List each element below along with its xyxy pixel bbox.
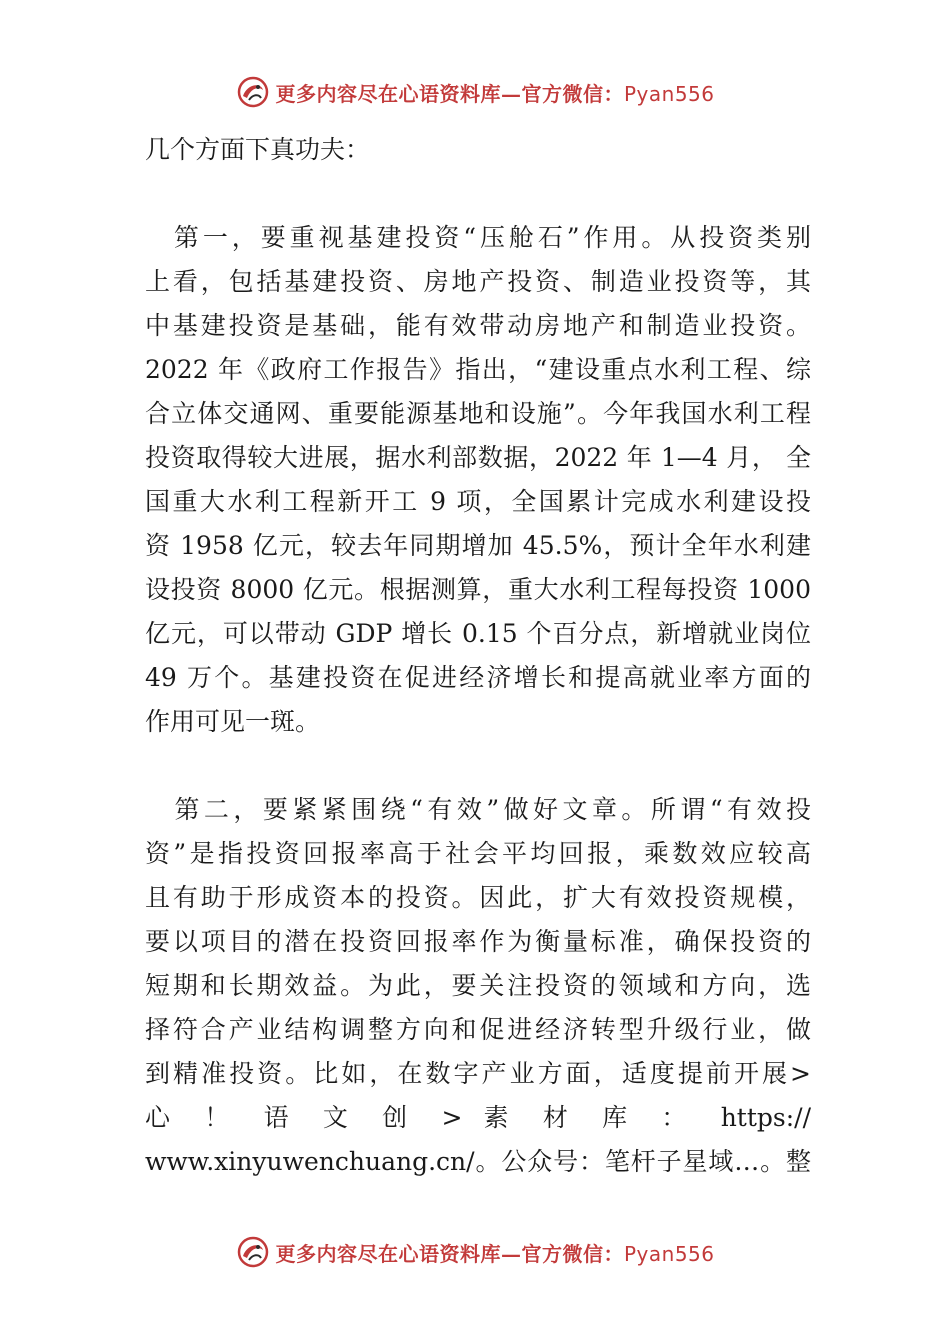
paragraph-line: 短期和长期效益。为此，要关注投资的领域和方向，选 [145, 971, 811, 1000]
header-banner-handle: Pyan556 [623, 81, 715, 106]
paragraph-line: 资 1958 亿元，较去年同期增加 45.5%，预计全年水利建 [145, 531, 811, 560]
paragraph-line: 设投资 8000 亿元。根据测算，重大水利工程每投资 1000 [145, 575, 811, 604]
paragraph-line: 心 ！ 语 文 创 > 素 材 库 ： https:// [145, 1103, 811, 1132]
paragraph-line: 亿元，可以带动 GDP 增长 0.15 个百分点，新增就业岗位 [145, 619, 811, 648]
paragraph-line: 2022 年《政府工作报告》指出，“建设重点水利工程、综 [145, 355, 811, 384]
swirl-logo-icon [235, 74, 271, 110]
paragraph-line: 49 万个。基建投资在促进经济增长和提高就业率方面的 [145, 663, 811, 692]
footer-banner [0, 1232, 950, 1272]
document-body [145, 128, 811, 1184]
paragraph-1 [145, 216, 811, 744]
paragraph-line: 要以项目的潜在投资回报率作为衡量标准，确保投资的 [145, 927, 811, 956]
intro-line: 几个方面下真功夫： [145, 135, 371, 164]
header-banner-text [275, 78, 714, 107]
paragraph-line: 合立体交通网、重要能源基地和设施”。今年我国水利工程 [145, 399, 811, 428]
paragraph-line: 择符合产业结构调整方向和促进经济转型升级行业，做 [145, 1015, 811, 1044]
paragraph-line: 且有助于形成资本的投资。因此，扩大有效投资规模， [145, 883, 811, 912]
swirl-logo-icon [235, 1234, 271, 1270]
paragraph-line: 第二，要紧紧围绕“有效”做好文章。所谓“有效投 [145, 795, 811, 824]
paragraph-line: 国重大水利工程新开工 9 项，全国累计完成水利建设投 [145, 487, 811, 516]
paragraph-line: 上看，包括基建投资、房地产投资、制造业投资等，其 [145, 267, 811, 296]
paragraph-line: 作用可见一斑。 [145, 707, 321, 736]
paragraph-line: 第一，要重视基建投资“压舱石”作用。从投资类别 [145, 223, 811, 252]
footer-banner-label: 更多内容尽在心语资料库—官方微信： [275, 1241, 624, 1266]
footer-banner-handle: Pyan556 [623, 1241, 715, 1266]
header-banner [0, 72, 950, 112]
paragraph-line: 到精准投资。比如，在数字产业方面，适度提前开展> [145, 1059, 811, 1088]
paragraph-line: 投资取得较大进展，据水利部数据，2022 年 1—4 月， 全 [145, 443, 811, 472]
header-banner-label: 更多内容尽在心语资料库—官方微信： [275, 81, 624, 106]
paragraph-line: www.xinyuwenchuang.cn/。公众号：笔杆子星域…。整 [145, 1147, 811, 1176]
footer-banner-text [275, 1238, 714, 1267]
paragraph-2 [145, 788, 811, 1184]
paragraph-line: 资”是指投资回报率高于社会平均回报，乘数效应较高 [145, 839, 811, 868]
paragraph-line: 中基建投资是基础，能有效带动房地产和制造业投资。 [145, 311, 811, 340]
